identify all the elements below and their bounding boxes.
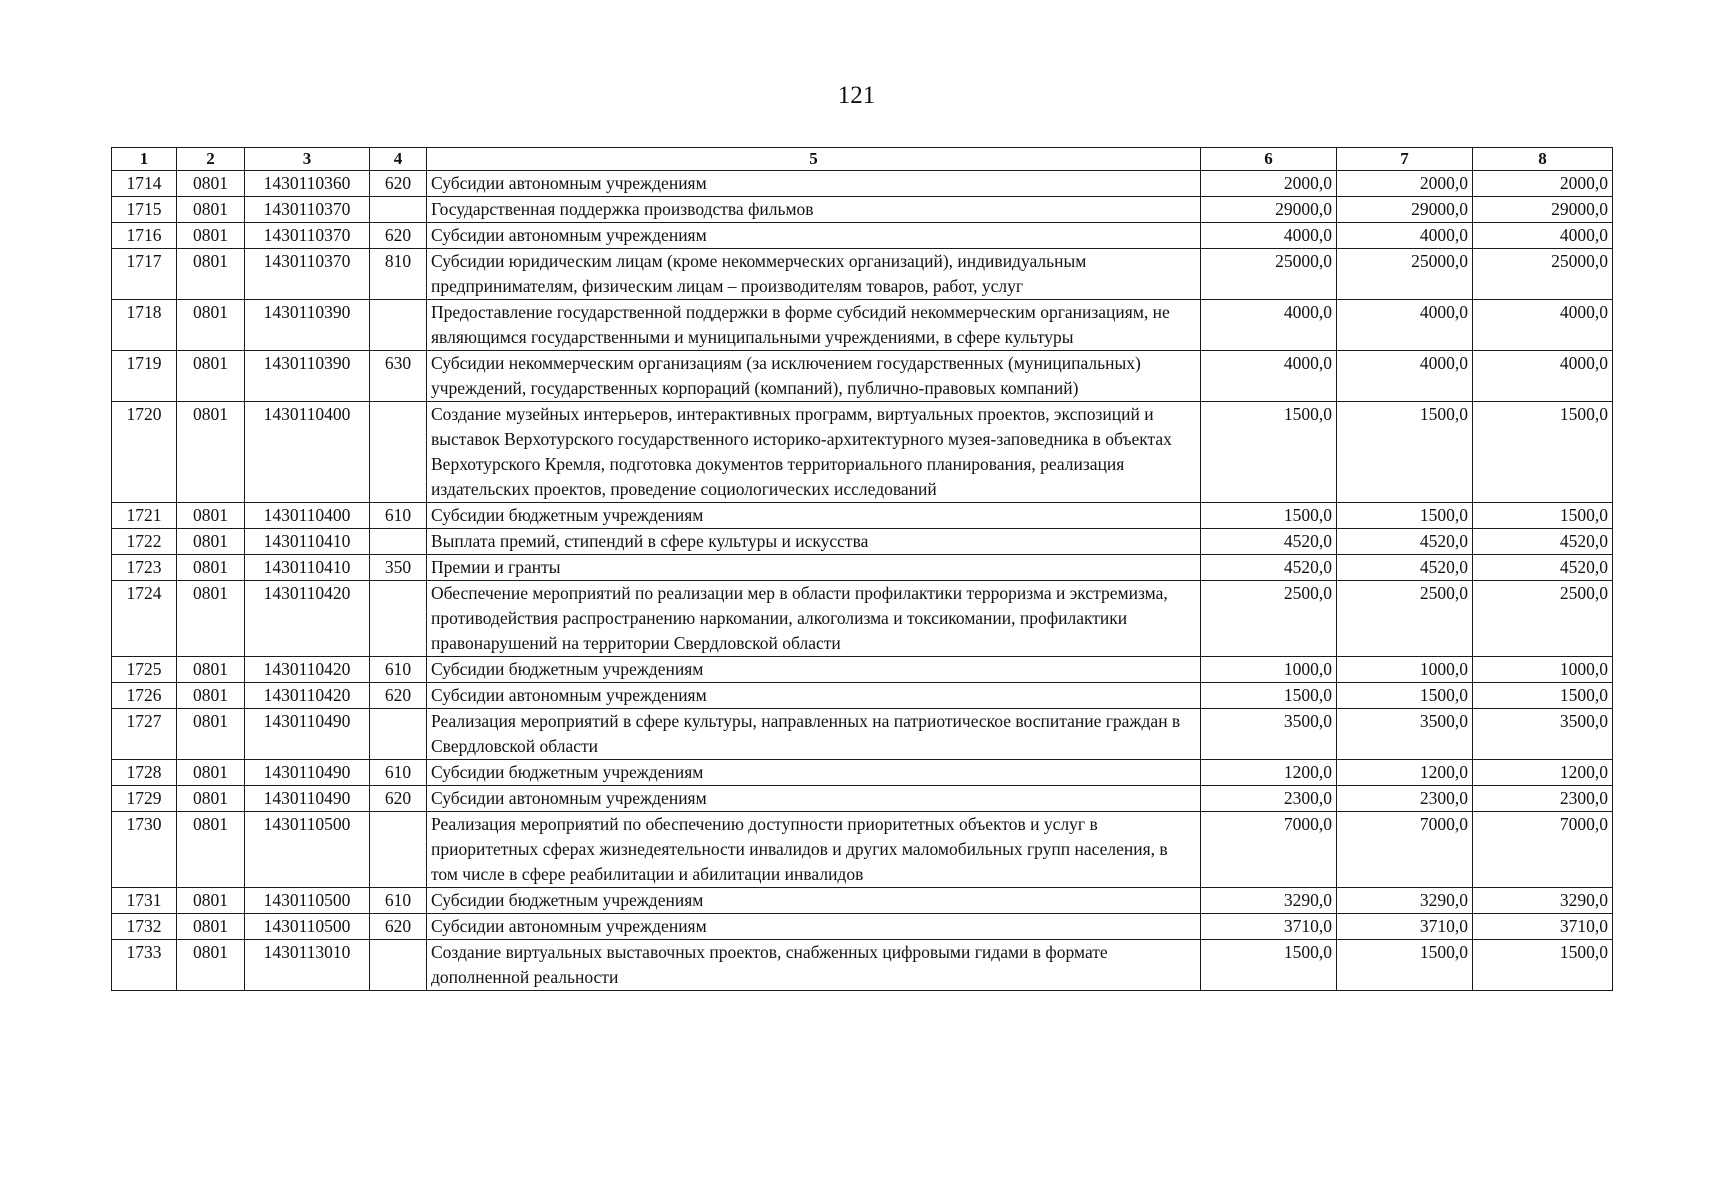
amount-col7-cell: 25000,0 (1337, 249, 1473, 300)
budget-table (111, 147, 1613, 991)
target-code-cell: 1430110370 (245, 249, 370, 300)
expense-type-cell (370, 529, 427, 555)
section-code-cell: 0801 (177, 888, 245, 914)
amount-col6-cell: 4000,0 (1201, 223, 1337, 249)
row-number-cell: 1728 (112, 760, 177, 786)
expense-type-cell (370, 812, 427, 888)
section-code-cell: 0801 (177, 940, 245, 991)
amount-col7-cell: 4520,0 (1337, 529, 1473, 555)
table-row (112, 786, 1613, 812)
section-code-cell: 0801 (177, 249, 245, 300)
expense-type-cell (370, 940, 427, 991)
description-cell: Субсидии автономным учреждениям (427, 786, 1201, 812)
amount-col8-cell: 4520,0 (1473, 529, 1613, 555)
section-code-cell: 0801 (177, 171, 245, 197)
amount-col6-cell: 4520,0 (1201, 529, 1337, 555)
amount-col6-cell: 2500,0 (1201, 581, 1337, 657)
section-code-cell: 0801 (177, 786, 245, 812)
row-number-cell: 1714 (112, 171, 177, 197)
amount-col7-cell: 1500,0 (1337, 940, 1473, 991)
target-code-cell: 1430110370 (245, 223, 370, 249)
row-number-cell: 1718 (112, 300, 177, 351)
description-cell: Субсидии бюджетным учреждениям (427, 760, 1201, 786)
amount-col8-cell: 7000,0 (1473, 812, 1613, 888)
amount-col8-cell: 25000,0 (1473, 249, 1613, 300)
row-number-cell: 1721 (112, 503, 177, 529)
target-code-cell: 1430110360 (245, 171, 370, 197)
section-code-cell: 0801 (177, 300, 245, 351)
target-code-cell: 1430110390 (245, 351, 370, 402)
target-code-cell: 1430110400 (245, 402, 370, 503)
target-code-cell: 1430110420 (245, 581, 370, 657)
amount-col8-cell: 4000,0 (1473, 300, 1613, 351)
table-row (112, 249, 1613, 300)
row-number-cell: 1719 (112, 351, 177, 402)
amount-col8-cell: 1500,0 (1473, 940, 1613, 991)
table-body (112, 171, 1613, 991)
row-number-cell: 1725 (112, 657, 177, 683)
target-code-cell: 1430110500 (245, 914, 370, 940)
table-row (112, 657, 1613, 683)
description-cell: Субсидии автономным учреждениям (427, 223, 1201, 249)
description-cell: Субсидии автономным учреждениям (427, 683, 1201, 709)
amount-col6-cell: 1200,0 (1201, 760, 1337, 786)
amount-col7-cell: 1500,0 (1337, 683, 1473, 709)
amount-col6-cell: 1500,0 (1201, 683, 1337, 709)
amount-col7-cell: 2000,0 (1337, 171, 1473, 197)
expense-type-cell: 610 (370, 657, 427, 683)
amount-col7-cell: 4000,0 (1337, 300, 1473, 351)
table-row (112, 888, 1613, 914)
expense-type-cell: 620 (370, 786, 427, 812)
expense-type-cell (370, 402, 427, 503)
amount-col7-cell: 7000,0 (1337, 812, 1473, 888)
target-code-cell: 1430110420 (245, 683, 370, 709)
description-cell: Обеспечение мероприятий по реализации мер в области профилактики терроризма и экстремизма, противодействия распространению наркомании, алкоголизма и токсикомании, профилактики правонарушений на территории Свердловской области (427, 581, 1201, 657)
target-code-cell: 1430110370 (245, 197, 370, 223)
row-number-cell: 1731 (112, 888, 177, 914)
row-number-cell: 1724 (112, 581, 177, 657)
expense-type-cell (370, 581, 427, 657)
section-code-cell: 0801 (177, 197, 245, 223)
page-number: 121 (837, 82, 876, 109)
target-code-cell: 1430110420 (245, 657, 370, 683)
amount-col8-cell: 2000,0 (1473, 171, 1613, 197)
amount-col8-cell: 1500,0 (1473, 402, 1613, 503)
section-code-cell: 0801 (177, 683, 245, 709)
row-number-cell: 1715 (112, 197, 177, 223)
amount-col6-cell: 1000,0 (1201, 657, 1337, 683)
header-cell: 6 (1201, 148, 1337, 171)
amount-col7-cell: 2300,0 (1337, 786, 1473, 812)
section-code-cell: 0801 (177, 581, 245, 657)
amount-col7-cell: 3500,0 (1337, 709, 1473, 760)
target-code-cell: 1430110390 (245, 300, 370, 351)
amount-col7-cell: 1500,0 (1337, 402, 1473, 503)
amount-col8-cell: 2500,0 (1473, 581, 1613, 657)
amount-col6-cell: 29000,0 (1201, 197, 1337, 223)
target-code-cell: 1430110500 (245, 888, 370, 914)
amount-col6-cell: 4520,0 (1201, 555, 1337, 581)
amount-col6-cell: 2000,0 (1201, 171, 1337, 197)
table-row (112, 402, 1613, 503)
description-cell: Реализация мероприятий по обеспечению доступности приоритетных объектов и услуг в приоритетных сферах жизнедеятельности инвалидов и других маломобильных групп населения, в том числе в сфере реабилитации и абилитации инвалидов (427, 812, 1201, 888)
description-cell: Премии и гранты (427, 555, 1201, 581)
table-row (112, 223, 1613, 249)
table-row (112, 683, 1613, 709)
amount-col7-cell: 4520,0 (1337, 555, 1473, 581)
amount-col8-cell: 3710,0 (1473, 914, 1613, 940)
amount-col6-cell: 1500,0 (1201, 503, 1337, 529)
description-cell: Субсидии автономным учреждениям (427, 171, 1201, 197)
section-code-cell: 0801 (177, 657, 245, 683)
target-code-cell: 1430110490 (245, 786, 370, 812)
expense-type-cell: 620 (370, 683, 427, 709)
header-cell: 8 (1473, 148, 1613, 171)
table-row (112, 940, 1613, 991)
amount-col7-cell: 4000,0 (1337, 223, 1473, 249)
section-code-cell: 0801 (177, 351, 245, 402)
expense-type-cell (370, 709, 427, 760)
header-row (112, 148, 1613, 171)
expense-type-cell: 610 (370, 888, 427, 914)
amount-col6-cell: 25000,0 (1201, 249, 1337, 300)
amount-col8-cell: 4000,0 (1473, 223, 1613, 249)
table-row (112, 351, 1613, 402)
header-cell: 1 (112, 148, 177, 171)
target-code-cell: 1430110490 (245, 709, 370, 760)
expense-type-cell: 810 (370, 249, 427, 300)
row-number-cell: 1723 (112, 555, 177, 581)
amount-col6-cell: 3500,0 (1201, 709, 1337, 760)
row-number-cell: 1722 (112, 529, 177, 555)
amount-col8-cell: 1500,0 (1473, 683, 1613, 709)
section-code-cell: 0801 (177, 760, 245, 786)
amount-col8-cell: 1000,0 (1473, 657, 1613, 683)
amount-col6-cell: 4000,0 (1201, 351, 1337, 402)
section-code-cell: 0801 (177, 914, 245, 940)
amount-col6-cell: 7000,0 (1201, 812, 1337, 888)
description-cell: Предоставление государственной поддержки в форме субсидий некоммерческим организациям, не являющимся государственными и муниципальными учреждениями, в сфере культуры (427, 300, 1201, 351)
description-cell: Государственная поддержка производства фильмов (427, 197, 1201, 223)
amount-col7-cell: 1000,0 (1337, 657, 1473, 683)
amount-col8-cell: 3500,0 (1473, 709, 1613, 760)
row-number-cell: 1726 (112, 683, 177, 709)
amount-col7-cell: 3290,0 (1337, 888, 1473, 914)
description-cell: Реализация мероприятий в сфере культуры, направленных на патриотическое воспитание граждан в Свердловской области (427, 709, 1201, 760)
table-row (112, 300, 1613, 351)
description-cell: Субсидии юридическим лицам (кроме некоммерческих организаций), индивидуальным предпринимателям, физическим лицам – производителям товаров, работ, услуг (427, 249, 1201, 300)
amount-col7-cell: 3710,0 (1337, 914, 1473, 940)
header-cell: 4 (370, 148, 427, 171)
section-code-cell: 0801 (177, 503, 245, 529)
description-cell: Выплата премий, стипендий в сфере культуры и искусства (427, 529, 1201, 555)
amount-col7-cell: 1200,0 (1337, 760, 1473, 786)
expense-type-cell: 610 (370, 760, 427, 786)
row-number-cell: 1716 (112, 223, 177, 249)
amount-col8-cell: 1500,0 (1473, 503, 1613, 529)
section-code-cell: 0801 (177, 223, 245, 249)
target-code-cell: 1430113010 (245, 940, 370, 991)
description-cell: Субсидии бюджетным учреждениям (427, 657, 1201, 683)
amount-col7-cell: 1500,0 (1337, 503, 1473, 529)
expense-type-cell (370, 197, 427, 223)
header-cell: 3 (245, 148, 370, 171)
table-row (112, 529, 1613, 555)
target-code-cell: 1430110490 (245, 760, 370, 786)
expense-type-cell: 620 (370, 914, 427, 940)
table-row (112, 503, 1613, 529)
target-code-cell: 1430110400 (245, 503, 370, 529)
amount-col7-cell: 4000,0 (1337, 351, 1473, 402)
target-code-cell: 1430110410 (245, 529, 370, 555)
table-row (112, 914, 1613, 940)
expense-type-cell: 630 (370, 351, 427, 402)
table-row (112, 709, 1613, 760)
description-cell: Субсидии некоммерческим организациям (за исключением государственных (муниципальных) учреждений, государственных корпораций (компаний), публично-правовых компаний) (427, 351, 1201, 402)
amount-col8-cell: 29000,0 (1473, 197, 1613, 223)
amount-col6-cell: 2300,0 (1201, 786, 1337, 812)
table-row (112, 760, 1613, 786)
row-number-cell: 1717 (112, 249, 177, 300)
header-cell: 7 (1337, 148, 1473, 171)
row-number-cell: 1727 (112, 709, 177, 760)
row-number-cell: 1720 (112, 402, 177, 503)
expense-type-cell: 350 (370, 555, 427, 581)
table-row (112, 581, 1613, 657)
section-code-cell: 0801 (177, 709, 245, 760)
amount-col8-cell: 1200,0 (1473, 760, 1613, 786)
header-cell: 2 (177, 148, 245, 171)
amount-col8-cell: 4000,0 (1473, 351, 1613, 402)
amount-col6-cell: 1500,0 (1201, 940, 1337, 991)
description-cell: Субсидии бюджетным учреждениям (427, 503, 1201, 529)
amount-col6-cell: 4000,0 (1201, 300, 1337, 351)
amount-col8-cell: 2300,0 (1473, 786, 1613, 812)
amount-col7-cell: 29000,0 (1337, 197, 1473, 223)
expense-type-cell: 620 (370, 223, 427, 249)
table-row (112, 555, 1613, 581)
amount-col6-cell: 3710,0 (1201, 914, 1337, 940)
amount-col8-cell: 4520,0 (1473, 555, 1613, 581)
row-number-cell: 1733 (112, 940, 177, 991)
description-cell: Создание виртуальных выставочных проектов, снабженных цифровыми гидами в формате дополненной реальности (427, 940, 1201, 991)
expense-type-cell: 610 (370, 503, 427, 529)
section-code-cell: 0801 (177, 555, 245, 581)
expense-type-cell (370, 300, 427, 351)
table-row (112, 171, 1613, 197)
amount-col7-cell: 2500,0 (1337, 581, 1473, 657)
section-code-cell: 0801 (177, 402, 245, 503)
header-cell: 5 (427, 148, 1201, 171)
expense-type-cell: 620 (370, 171, 427, 197)
row-number-cell: 1729 (112, 786, 177, 812)
section-code-cell: 0801 (177, 812, 245, 888)
description-cell: Субсидии автономным учреждениям (427, 914, 1201, 940)
table-row (112, 197, 1613, 223)
target-code-cell: 1430110500 (245, 812, 370, 888)
section-code-cell: 0801 (177, 529, 245, 555)
row-number-cell: 1730 (112, 812, 177, 888)
description-cell: Субсидии бюджетным учреждениям (427, 888, 1201, 914)
amount-col8-cell: 3290,0 (1473, 888, 1613, 914)
amount-col6-cell: 3290,0 (1201, 888, 1337, 914)
description-cell: Создание музейных интерьеров, интерактивных программ, виртуальных проектов, экспозиций и выставок Верхотурского государственного историко-архитектурного музея-заповедника в объектах Верхотурского Кремля, подготовка документов территориального планирования, реализация издательских проектов, проведение социологических исследований (427, 402, 1201, 503)
table-row (112, 812, 1613, 888)
target-code-cell: 1430110410 (245, 555, 370, 581)
row-number-cell: 1732 (112, 914, 177, 940)
amount-col6-cell: 1500,0 (1201, 402, 1337, 503)
